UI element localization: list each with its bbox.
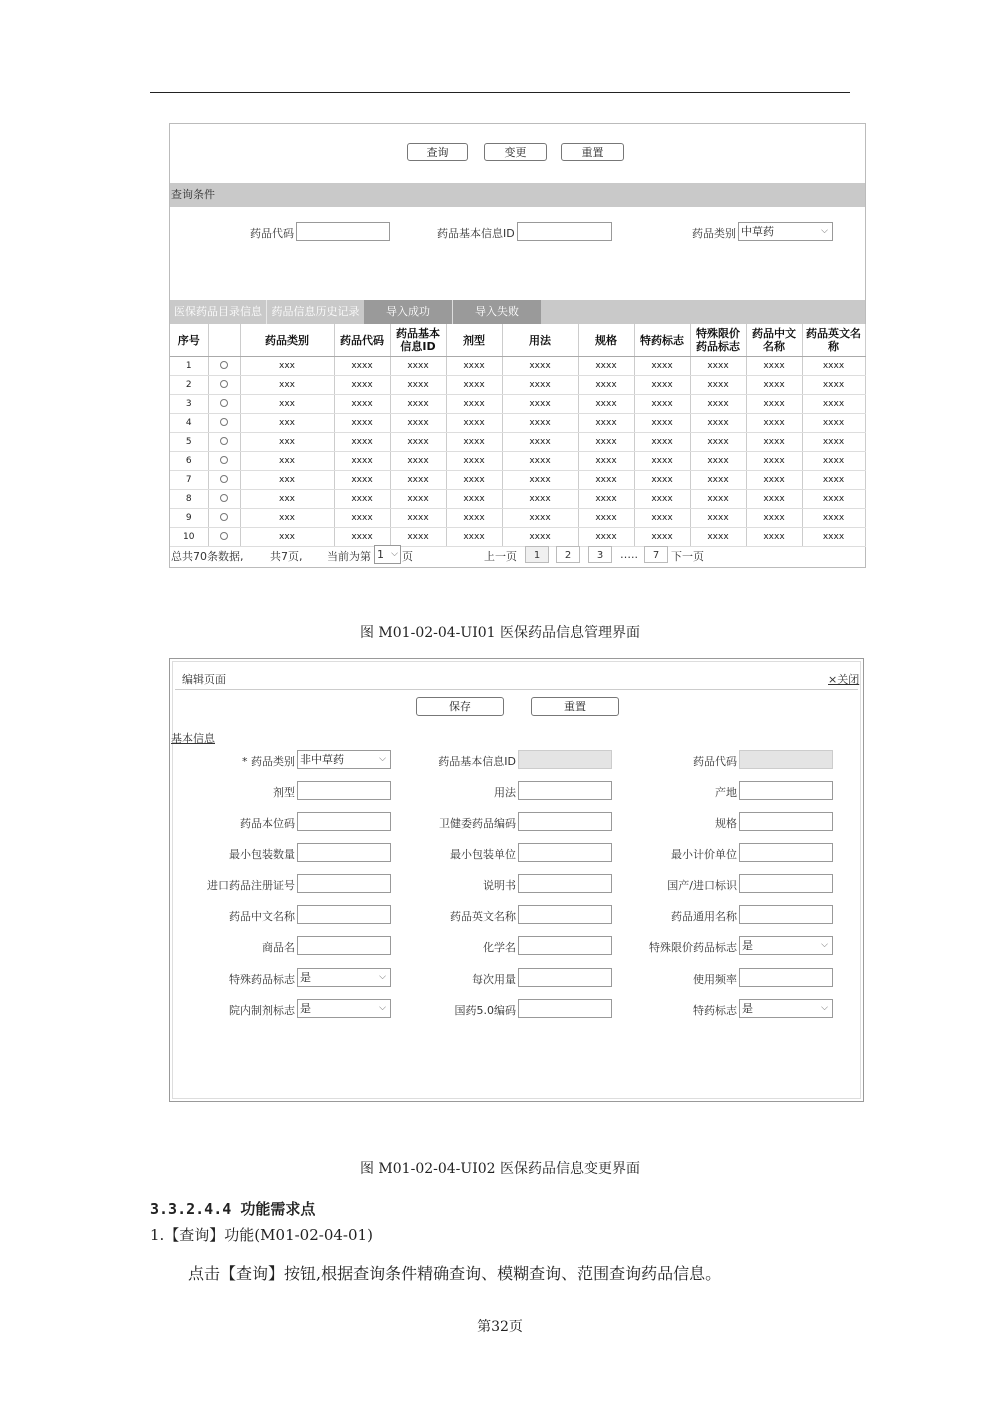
page-ellipsis: ….. — [620, 548, 638, 561]
table-cell: 4 — [170, 414, 208, 433]
table-cell: xxxx — [690, 357, 746, 376]
table-row[interactable] — [170, 452, 865, 471]
table-row[interactable] — [170, 414, 865, 433]
row-select-cell — [208, 376, 240, 395]
table-cell: xxx — [240, 528, 334, 547]
field-label: 药品基本信息ID — [438, 755, 516, 768]
row-radio[interactable] — [220, 494, 228, 502]
field-input[interactable] — [297, 936, 391, 955]
field-readonly[interactable] — [739, 750, 833, 769]
row-radio[interactable] — [220, 475, 228, 483]
field-label: 特药标志 — [693, 1004, 737, 1017]
table-cell: xxxx — [502, 414, 578, 433]
table-cell: 2 — [170, 376, 208, 395]
table-cell: xxxx — [690, 395, 746, 414]
table-cell: xxxx — [634, 433, 690, 452]
table-cell: xxxx — [634, 357, 690, 376]
table-cell: xxxx — [634, 395, 690, 414]
table-cell: xxxx — [390, 471, 446, 490]
tab-import-success[interactable]: 导入成功 — [364, 300, 453, 324]
drug-code-label: 药品代码 — [250, 227, 294, 240]
table-cell: xxxx — [390, 357, 446, 376]
field-input[interactable] — [739, 812, 833, 831]
chevron-down-icon: ⌵ — [379, 972, 386, 982]
row-radio[interactable] — [220, 380, 228, 388]
current-page-select[interactable] — [374, 545, 401, 564]
field-select[interactable] — [297, 750, 391, 769]
table-cell: xxxx — [634, 452, 690, 471]
table-cell: xxxx — [446, 433, 502, 452]
total-records: 总共70条数据, — [171, 550, 244, 563]
current-page-prefix: 当前为第 — [327, 550, 371, 563]
table-cell: 1 — [170, 357, 208, 376]
table-cell: xxxx — [334, 528, 390, 547]
table-cell: xxxx — [502, 490, 578, 509]
total-pages: 共7页, — [270, 550, 303, 563]
page-number: 第32页 — [477, 1319, 523, 1335]
query-conditions-bar: 查询条件 — [170, 183, 865, 207]
table-cell: xxxx — [446, 490, 502, 509]
table-cell: xxxx — [502, 471, 578, 490]
current-page-value: 1 — [377, 548, 384, 561]
table-cell: xxxx — [578, 528, 634, 547]
table-cell: xxxx — [746, 357, 802, 376]
table-cell: xxxx — [802, 471, 865, 490]
field-select-value: 是 — [742, 1002, 753, 1015]
table-cell: xxxx — [690, 433, 746, 452]
table-cell: xxx — [240, 395, 334, 414]
table-row[interactable] — [170, 490, 865, 509]
table-cell: xxxx — [634, 414, 690, 433]
field-input[interactable] — [518, 905, 612, 924]
table-cell: xxxx — [390, 490, 446, 509]
table-cell: 3 — [170, 395, 208, 414]
field-label: 药品本位码 — [240, 817, 295, 830]
drug-code-input[interactable] — [296, 222, 390, 241]
table-cell: xxxx — [634, 509, 690, 528]
table-row[interactable] — [170, 471, 865, 490]
reset-button[interactable]: 重置 — [531, 697, 619, 716]
field-input[interactable] — [518, 781, 612, 800]
table-cell: xxxx — [746, 452, 802, 471]
table-cell: xxxx — [390, 433, 446, 452]
table-cell: xxxx — [578, 357, 634, 376]
column-header: 药品基本信息ID — [390, 324, 446, 357]
table-cell: xxxx — [502, 433, 578, 452]
field-input[interactable] — [518, 999, 612, 1018]
requirement-item-1: 1.【查询】功能(M01-02-04-01) — [150, 1226, 373, 1244]
table-cell: xxxx — [746, 414, 802, 433]
drug-base-id-input[interactable] — [517, 222, 612, 241]
field-input[interactable] — [518, 874, 612, 893]
table-cell: xxxx — [634, 490, 690, 509]
next-page-link[interactable]: 下一页 — [671, 550, 704, 563]
table-cell: xxxx — [446, 357, 502, 376]
table-cell: xxxx — [334, 414, 390, 433]
field-label: * 药品类别 — [242, 755, 295, 768]
field-input[interactable] — [518, 968, 612, 987]
field-readonly[interactable] — [518, 750, 612, 769]
section-title: 功能需求点 — [240, 1200, 316, 1218]
section-number: 3.3.2.4.4 — [150, 1200, 232, 1218]
row-radio[interactable] — [220, 399, 228, 407]
query-button[interactable]: 查询 — [407, 143, 468, 161]
table-cell: xxxx — [578, 414, 634, 433]
field-label: 国药5.0编码 — [454, 1004, 516, 1017]
chevron-down-icon: ⌵ — [821, 940, 828, 950]
field-label: 商品名 — [262, 941, 295, 954]
row-radio[interactable] — [220, 532, 228, 540]
row-select-cell — [208, 414, 240, 433]
field-label: 药品通用名称 — [671, 910, 737, 923]
field-select[interactable] — [739, 999, 833, 1018]
field-input[interactable] — [739, 905, 833, 924]
row-select-cell — [208, 433, 240, 452]
table-cell: xxxx — [578, 471, 634, 490]
row-radio[interactable] — [220, 361, 228, 369]
table-cell: xxxx — [578, 433, 634, 452]
requirement-description: 点击【查询】按钮,根据查询条件精确查询、模糊查询、范围查询药品信息。 — [188, 1264, 722, 1283]
table-cell: 5 — [170, 433, 208, 452]
field-label: 产地 — [715, 786, 737, 799]
column-header: 用法 — [502, 324, 578, 357]
table-cell: xxxx — [390, 395, 446, 414]
table-cell: xxxx — [334, 357, 390, 376]
field-label: 药品中文名称 — [229, 910, 295, 923]
section-heading — [150, 1198, 315, 1219]
table-cell: xxxx — [334, 490, 390, 509]
field-input[interactable] — [297, 905, 391, 924]
field-label: 说明书 — [483, 879, 516, 892]
row-select-cell — [208, 509, 240, 528]
table-cell: xxxx — [802, 357, 865, 376]
table-cell: xxxx — [390, 414, 446, 433]
tab-catalog-info[interactable]: 医保药品目录信息 — [170, 300, 267, 324]
basic-info-section: 基本信息 — [171, 732, 215, 745]
field-label: 最小包装数量 — [229, 848, 295, 861]
table-cell: xxxx — [390, 528, 446, 547]
chevron-down-icon: ⌵ — [391, 549, 398, 559]
drug-category-select[interactable] — [738, 222, 833, 241]
table-cell: xxxx — [502, 376, 578, 395]
field-input[interactable] — [518, 936, 612, 955]
row-select-cell — [208, 471, 240, 490]
field-label: 进口药品注册证号 — [207, 879, 295, 892]
column-header: 药品中文名称 — [746, 324, 802, 357]
field-label: 化学名 — [483, 941, 516, 954]
field-label: 国产/进口标识 — [667, 879, 737, 892]
table-cell: xxxx — [446, 376, 502, 395]
field-label: 使用频率 — [693, 973, 737, 986]
table-cell: xxxx — [802, 376, 865, 395]
table-cell: xxxx — [746, 395, 802, 414]
field-input[interactable] — [739, 874, 833, 893]
row-radio[interactable] — [220, 513, 228, 521]
table-cell: xxxx — [578, 509, 634, 528]
row-select-cell — [208, 395, 240, 414]
table-cell: xxxx — [334, 433, 390, 452]
table-cell: xxxx — [634, 376, 690, 395]
table-cell: xxxx — [690, 471, 746, 490]
table-cell: xxxx — [690, 490, 746, 509]
field-label: 最小计价单位 — [671, 848, 737, 861]
title-divider — [175, 689, 858, 690]
table-cell: xxxx — [802, 528, 865, 547]
field-input[interactable] — [518, 812, 612, 831]
table-cell: xxxx — [334, 452, 390, 471]
field-label: 特殊限价药品标志 — [649, 941, 737, 954]
close-link[interactable]: ×关闭 — [828, 673, 860, 686]
field-input[interactable] — [739, 781, 833, 800]
table-cell: xxxx — [334, 509, 390, 528]
field-input[interactable] — [297, 874, 391, 893]
table-cell: xxx — [240, 414, 334, 433]
table-cell: xxxx — [390, 509, 446, 528]
column-header: 药品英文名称 — [802, 324, 865, 357]
field-input[interactable] — [518, 843, 612, 862]
tab-import-failure[interactable]: 导入失败 — [453, 300, 541, 324]
table-cell: xxx — [240, 490, 334, 509]
table-cell: xxxx — [802, 509, 865, 528]
table-row[interactable] — [170, 376, 865, 395]
field-select-value: 是 — [742, 939, 753, 952]
row-select-cell — [208, 357, 240, 376]
field-label: 剂型 — [273, 786, 295, 799]
header-rule — [150, 92, 850, 93]
table-cell: xxxx — [802, 452, 865, 471]
table-cell: xxx — [240, 433, 334, 452]
field-input[interactable] — [297, 812, 391, 831]
current-page-suffix: 页 — [402, 550, 413, 563]
table-cell: xxxx — [502, 357, 578, 376]
page-1-button[interactable]: 1 — [525, 546, 549, 563]
table-cell: xxx — [240, 357, 334, 376]
table-row[interactable] — [170, 509, 865, 528]
table-cell: xxxx — [802, 433, 865, 452]
edit-page-panel — [169, 658, 864, 1102]
row-select-cell — [208, 452, 240, 471]
table-cell: xxxx — [334, 395, 390, 414]
table-cell: xxxx — [746, 433, 802, 452]
edit-page-title: 编辑页面 — [182, 673, 226, 686]
row-radio[interactable] — [220, 456, 228, 464]
drug-info-management-panel — [169, 123, 866, 568]
table-cell: 6 — [170, 452, 208, 471]
table-cell: xxxx — [446, 471, 502, 490]
chevron-down-icon: ⌵ — [379, 754, 386, 764]
chevron-down-icon: ⌵ — [821, 1003, 828, 1013]
column-header: 药品代码 — [334, 324, 390, 357]
table-cell: xxxx — [746, 509, 802, 528]
page-2-button[interactable]: 2 — [556, 546, 580, 563]
table-row[interactable] — [170, 433, 865, 452]
chevron-down-icon: ⌵ — [379, 1003, 386, 1013]
save-button[interactable]: 保存 — [416, 697, 504, 716]
column-header: 特殊限价药品标志 — [690, 324, 746, 357]
table-cell: xxxx — [578, 376, 634, 395]
row-radio[interactable] — [220, 437, 228, 445]
table-cell: xxxx — [390, 452, 446, 471]
table-cell: xxx — [240, 509, 334, 528]
table-cell: xxxx — [446, 414, 502, 433]
field-label: 药品英文名称 — [450, 910, 516, 923]
change-button[interactable]: 变更 — [484, 143, 547, 161]
field-input[interactable] — [739, 968, 833, 987]
field-label: 院内制剂标志 — [229, 1004, 295, 1017]
field-select-value: 是 — [300, 1002, 311, 1015]
reset-button[interactable]: 重置 — [561, 143, 624, 161]
table-cell: xxx — [240, 452, 334, 471]
table-cell: xxxx — [334, 471, 390, 490]
table-cell: xxxx — [446, 395, 502, 414]
field-select[interactable] — [297, 968, 391, 987]
table-cell: xxxx — [690, 528, 746, 547]
drug-category-label: 药品类别 — [692, 227, 736, 240]
column-header — [208, 324, 240, 357]
table-cell: xxxx — [502, 395, 578, 414]
table-cell: xxxx — [802, 395, 865, 414]
table-cell: xxxx — [578, 490, 634, 509]
table-cell: xxxx — [802, 414, 865, 433]
field-label: 药品代码 — [693, 755, 737, 768]
table-cell: xxxx — [578, 395, 634, 414]
table-cell: xxxx — [690, 376, 746, 395]
field-input[interactable] — [297, 781, 391, 800]
field-label: 卫健委药品编码 — [439, 817, 516, 830]
prev-page-link[interactable]: 上一页 — [484, 550, 517, 563]
field-input[interactable] — [297, 843, 391, 862]
table-cell: xxxx — [334, 376, 390, 395]
table-cell: xxxx — [578, 452, 634, 471]
table-cell: xxx — [240, 376, 334, 395]
figure-caption-2: 图 M01-02-04-UI02 医保药品信息变更界面 — [359, 1161, 640, 1177]
table-cell: xxxx — [746, 471, 802, 490]
table-cell: xxxx — [446, 528, 502, 547]
column-header: 剂型 — [446, 324, 502, 357]
field-select[interactable] — [739, 936, 833, 955]
field-input[interactable] — [739, 843, 833, 862]
figure-caption-1: 图 M01-02-04-UI01 医保药品信息管理界面 — [359, 625, 640, 641]
drug-table — [170, 324, 866, 547]
column-header: 药品类别 — [240, 324, 334, 357]
table-cell: 8 — [170, 490, 208, 509]
table-cell: 10 — [170, 528, 208, 547]
table-cell: xxxx — [746, 376, 802, 395]
table-cell: 7 — [170, 471, 208, 490]
table-cell: xxxx — [690, 509, 746, 528]
field-select-value: 非中草药 — [300, 753, 344, 766]
column-header: 序号 — [170, 324, 208, 357]
table-cell: xxxx — [746, 528, 802, 547]
column-header: 规格 — [578, 324, 634, 357]
page-3-button[interactable]: 3 — [588, 546, 612, 563]
field-label: 每次用量 — [472, 973, 516, 986]
field-select-value: 是 — [300, 971, 311, 984]
table-cell: xxxx — [502, 528, 578, 547]
field-select[interactable] — [297, 999, 391, 1018]
table-cell: xxxx — [690, 452, 746, 471]
field-label: 用法 — [494, 786, 516, 799]
chevron-down-icon: ⌵ — [821, 226, 828, 236]
table-cell: xxxx — [502, 452, 578, 471]
drug-category-value: 中草药 — [741, 225, 774, 238]
table-cell: xxxx — [502, 509, 578, 528]
table-cell: 9 — [170, 509, 208, 528]
table-row[interactable] — [170, 395, 865, 414]
table-cell: xxxx — [390, 376, 446, 395]
row-radio[interactable] — [220, 418, 228, 426]
table-cell: xxxx — [746, 490, 802, 509]
table-cell: xxxx — [446, 509, 502, 528]
table-cell: xxxx — [634, 471, 690, 490]
page-7-button[interactable]: 7 — [644, 546, 668, 563]
table-cell: xxxx — [634, 528, 690, 547]
row-select-cell — [208, 490, 240, 509]
table-cell: xxxx — [802, 490, 865, 509]
field-label: 最小包装单位 — [450, 848, 516, 861]
table-cell: xxxx — [446, 452, 502, 471]
field-label: 规格 — [715, 817, 737, 830]
tab-history[interactable]: 药品信息历史记录 — [271, 305, 360, 318]
table-cell: xxxx — [690, 414, 746, 433]
tab-bar — [170, 300, 865, 324]
drug-base-id-label: 药品基本信息ID — [437, 227, 515, 240]
table-row[interactable] — [170, 357, 865, 376]
table-cell: xxx — [240, 471, 334, 490]
field-label: 特殊药品标志 — [229, 973, 295, 986]
column-header: 特药标志 — [634, 324, 690, 357]
pagination — [170, 544, 865, 566]
